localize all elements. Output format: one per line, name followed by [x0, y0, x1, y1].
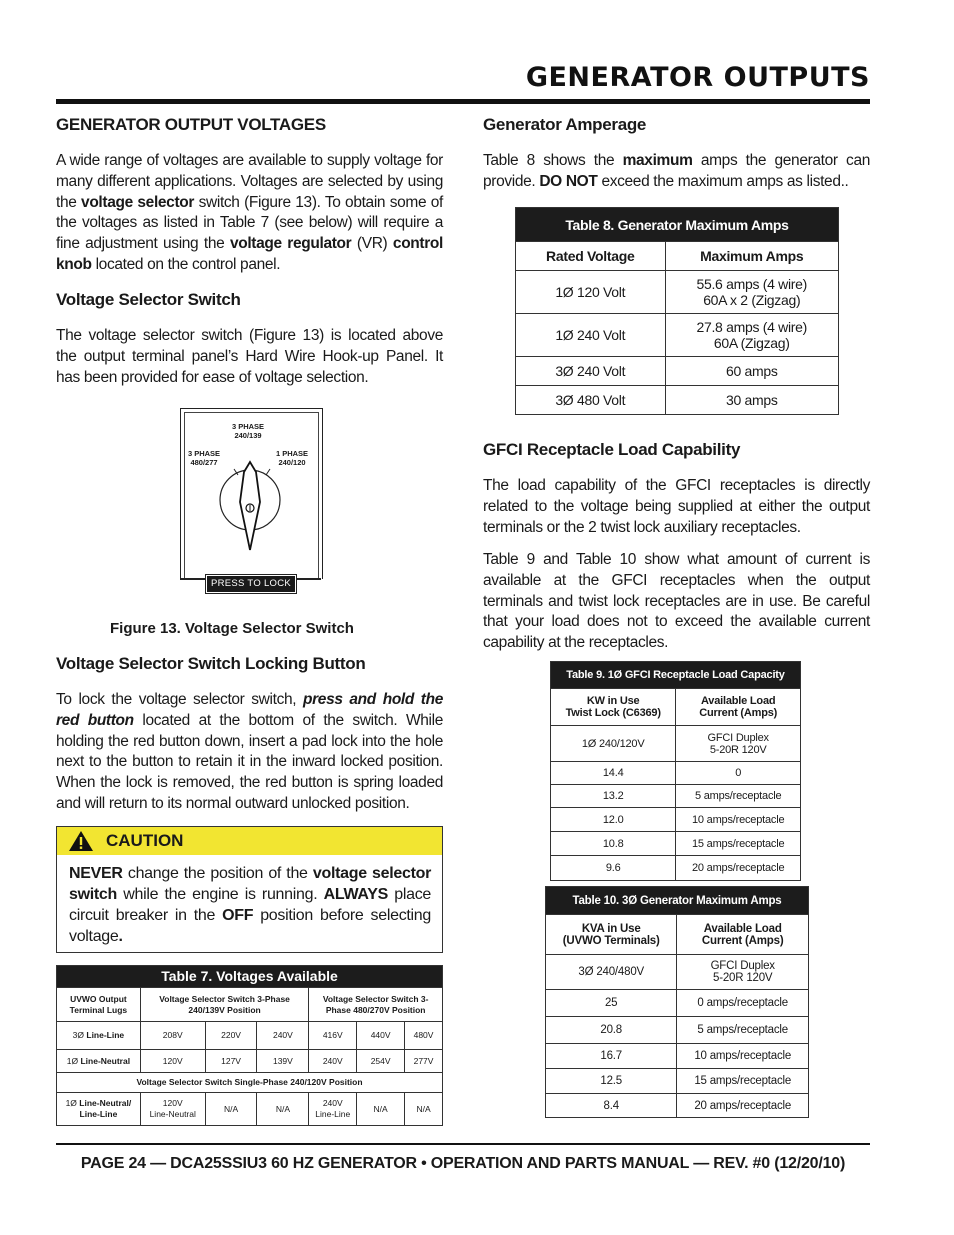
- table-row: [546, 1069, 809, 1094]
- table-cell: 10.8: [551, 832, 676, 856]
- table-row: [546, 1017, 809, 1044]
- switch-base-right: [294, 578, 321, 580]
- table-cell: 416V: [309, 1022, 357, 1050]
- table-8-header-amps: Maximum Amps: [665, 242, 838, 271]
- output-voltages-paragraph: A wide range of voltages are available to supply voltage for many different applications. Voltages are selected by using the voltage selector switch (Figure 13). To obtain some of the voltages as listed in Table 7 (see below) will require a fine adjustment using the voltage regulator (VR) control knob located on the control panel.: [56, 152, 443, 273]
- table-cell: 240V: [309, 1050, 357, 1073]
- table-cell: 1Ø Line-Neutral/ Line-Line: [57, 1093, 141, 1126]
- table-cell: 254V: [357, 1050, 405, 1073]
- table-cell: 0 amps/receptacle: [677, 990, 809, 1017]
- header-rule: [56, 99, 870, 104]
- table-cell: 20 amps/receptacle: [677, 1094, 809, 1118]
- table-7-header-lugs: UVWO Output Terminal Lugs: [57, 988, 141, 1022]
- table-7-header-240: Voltage Selector Switch 3-Phase 240/139V Position: [140, 988, 309, 1022]
- figure-caption: Figure 13. Voltage Selector Switch: [110, 620, 354, 637]
- table-9-header-current: Available Load Current (Amps): [676, 689, 801, 726]
- table-row: [551, 762, 801, 785]
- table-row: [546, 1094, 809, 1118]
- table-10-3phase-amps: [545, 886, 809, 1118]
- table-cell: 20.8: [546, 1017, 677, 1044]
- table-row: [551, 832, 801, 856]
- section-heading-locking-button: Voltage Selector Switch Locking Button: [56, 654, 366, 673]
- table-row: [516, 271, 839, 314]
- table-cell: N/A: [357, 1093, 405, 1126]
- table-cell: 25: [546, 990, 677, 1017]
- table-7-title: Table 7. Voltages Available: [57, 966, 443, 988]
- table-7-header-480: Voltage Selector Switch 3-Phase 480/270V Position: [309, 988, 443, 1022]
- table-cell: 30 amps: [665, 386, 838, 415]
- table-10-header-kva: KVA in Use (UVWO Terminals): [546, 915, 677, 955]
- table-cell: 139V: [257, 1050, 309, 1073]
- table-cell: 240V: [257, 1022, 309, 1050]
- table-cell: 16.7: [546, 1044, 677, 1069]
- label-3phase-480-277: 3 PHASE 480/277: [187, 449, 221, 467]
- table-row: [546, 990, 809, 1017]
- section-heading-gfci: GFCI Receptacle Load Capability: [483, 440, 741, 459]
- table-cell: 1Ø 120 Volt: [516, 271, 666, 314]
- table-cell: 1Ø 240 Volt: [516, 314, 666, 357]
- table-cell: 208V: [140, 1022, 205, 1050]
- label-1phase-240-120: 1 PHASE 240/120: [275, 449, 309, 467]
- table-cell: 220V: [205, 1022, 257, 1050]
- table-9-title: Table 9. 1Ø GFCI Receptacle Load Capacity: [551, 662, 801, 689]
- table-cell: 120V Line-Neutral: [140, 1093, 205, 1126]
- table-7-voltages-available: [56, 965, 443, 1126]
- table-row: [57, 1093, 443, 1126]
- table-row: [551, 785, 801, 808]
- table-cell: 127V: [205, 1050, 257, 1073]
- table-cell: 14.4: [551, 762, 676, 785]
- table-row: [57, 1050, 443, 1073]
- table-cell: 27.8 amps (4 wire) 60A (Zigzag): [665, 314, 838, 357]
- page-footer: PAGE 24 — DCA25SSIU3 60 HZ GENERATOR • OPERATION AND PARTS MANUAL — REV. #0 (12/20/10): [80, 1155, 846, 1172]
- table-cell: 440V: [357, 1022, 405, 1050]
- table-8-max-amps: [515, 207, 839, 415]
- table-cell: 15 amps/receptacle: [677, 1069, 809, 1094]
- table-cell: 3Ø 240 Volt: [516, 357, 666, 386]
- selector-knob-icon: [184, 412, 317, 572]
- table-cell: 240V Line-Line: [309, 1093, 357, 1126]
- caution-text: NEVER change the position of the voltage selector switch while the engine is running. ALWAYS place circuit breaker in the OFF position before selecting voltage.: [69, 865, 432, 945]
- table-9-subheader-voltage: 1Ø 240/120V: [551, 726, 676, 762]
- table-cell: 5 amps/receptacle: [677, 1017, 809, 1044]
- table-cell: 10 amps/receptacle: [676, 808, 801, 832]
- table-cell: 0: [676, 762, 801, 785]
- footer-rule: [56, 1143, 870, 1145]
- table-8-header-voltage: Rated Voltage: [516, 242, 666, 271]
- gfci-paragraph-1: The load capability of the GFCI receptacles is directly related to the voltage being supplied at either the output terminals or the 2 twist lock auxiliary receptacles.: [483, 477, 870, 536]
- table-row: [516, 314, 839, 357]
- table-10-title: Table 10. 3Ø Generator Maximum Amps: [546, 887, 809, 915]
- table-cell: 12.0: [551, 808, 676, 832]
- table-9-gfci-load: [550, 661, 801, 881]
- warning-triangle-icon: [68, 830, 94, 852]
- table-cell: 12.5: [546, 1069, 677, 1094]
- table-cell: 10 amps/receptacle: [677, 1044, 809, 1069]
- gfci-paragraph-2: Table 9 and Table 10 show what amount of current is available at the GFCI receptacles when the output terminals and twist lock receptacles are in use. Be careful that your load does not to exceed the available current capability at the receptacles.: [483, 551, 870, 652]
- section-heading-voltage-selector: Voltage Selector Switch: [56, 290, 241, 309]
- table-cell: 60 amps: [665, 357, 838, 386]
- section-heading-amperage: Generator Amperage: [483, 115, 647, 134]
- caution-title: CAUTION: [106, 831, 184, 850]
- table-cell: N/A: [405, 1093, 443, 1126]
- label-3phase-240-139: 3 PHASE 240/139: [231, 422, 265, 440]
- table-row: [546, 1044, 809, 1069]
- table-row: [516, 357, 839, 386]
- table-10-header-current: Available Load Current (Amps): [677, 915, 809, 955]
- table-8-title: Table 8. Generator Maximum Amps: [516, 208, 839, 242]
- table-cell: 3Ø 480 Volt: [516, 386, 666, 415]
- table-cell: 9.6: [551, 856, 676, 881]
- locking-button-paragraph: To lock the voltage selector switch, press and hold the red button located at the bottom of the switch. While holding the red button down, insert a pad lock into the hole next to the button to retain it in the inward locked position. When the lock is removed, the red button is spring loaded and will return to its normal outward unlocked position.: [56, 691, 443, 812]
- table-cell: 13.2: [551, 785, 676, 808]
- table-cell: 15 amps/receptacle: [676, 832, 801, 856]
- table-cell: 277V: [405, 1050, 443, 1073]
- amperage-paragraph: Table 8 shows the maximum amps the generator can provide. DO NOT exceed the maximum amps as listed..: [483, 152, 870, 190]
- table-cell: 55.6 amps (4 wire) 60A x 2 (Zigzag): [665, 271, 838, 314]
- table-row: [57, 1022, 443, 1050]
- press-to-lock-button[interactable]: PRESS TO LOCK: [206, 575, 296, 593]
- table-cell: N/A: [257, 1093, 309, 1126]
- table-cell: 3Ø Line-Line: [57, 1022, 141, 1050]
- section-heading-output-voltages: GENERATOR OUTPUT VOLTAGES: [56, 115, 326, 134]
- table-row: [516, 386, 839, 415]
- table-10-subheader-voltage: 3Ø 240/480V: [546, 955, 677, 990]
- table-cell: 480V: [405, 1022, 443, 1050]
- switch-base-left: [180, 578, 206, 580]
- table-7-single-phase-row: Voltage Selector Switch Single-Phase 240/120V Position: [57, 1073, 443, 1093]
- table-row: [551, 856, 801, 881]
- table-row: [551, 808, 801, 832]
- page-title: GENERATOR OUTPUTS: [525, 62, 870, 93]
- table-cell: 8.4: [546, 1094, 677, 1118]
- table-9-subheader-gfci: GFCI Duplex 5-20R 120V: [676, 726, 801, 762]
- table-cell: 20 amps/receptacle: [676, 856, 801, 881]
- table-cell: 120V: [140, 1050, 205, 1073]
- table-cell: 1Ø Line-Neutral: [57, 1050, 141, 1073]
- voltage-selector-paragraph: The voltage selector switch (Figure 13) is located above the output terminal panel’s Hard Wire Hook-up Panel. It has been provided for ease of voltage selection.: [56, 327, 443, 386]
- table-9-header-kw: KW in Use Twist Lock (C6369): [551, 689, 676, 726]
- table-cell: 5 amps/receptacle: [676, 785, 801, 808]
- table-10-subheader-gfci: GFCI Duplex 5-20R 120V: [677, 955, 809, 990]
- table-cell: N/A: [205, 1093, 257, 1126]
